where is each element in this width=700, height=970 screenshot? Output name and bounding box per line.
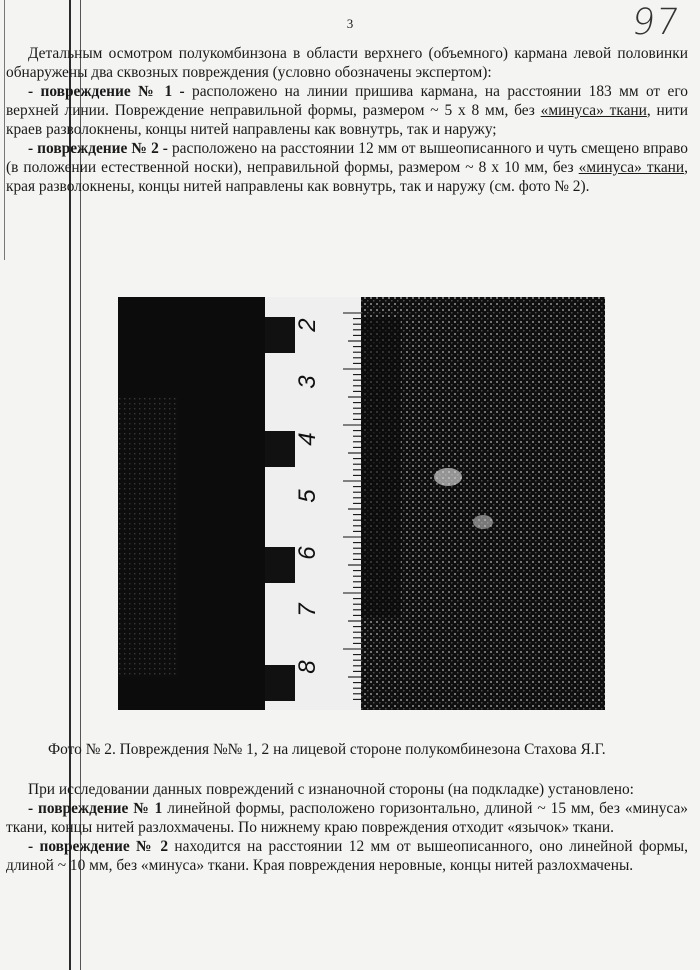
damage-2-text: расположено на расстоянии 12 мм от вышеописанного и чуть смещено вправо (в положении естественной носки), неправильной формы, размером ~ 8 х 10 мм, без: [6, 140, 688, 176]
handwritten-page-number: 97: [629, 2, 683, 43]
damage-2-mark: [473, 515, 493, 529]
ruler-number: 3: [294, 375, 321, 389]
ruler-number: 6: [294, 546, 321, 560]
damage-1-lining-label: - повреждение № 1: [28, 800, 163, 817]
ruler-number: 5: [294, 489, 321, 503]
damage-2-label: - повреждение № 2 -: [28, 140, 168, 157]
damage-1-underlined: «минуса» ткани: [540, 102, 647, 119]
damage-2-text-end: , края разволокнены, концы нитей направлены как вовнутрь, так и наружу (см. фото № 2).: [6, 159, 688, 195]
ruler-number: 2: [294, 318, 321, 332]
damage-2-lining-label: - повреждение № 2: [28, 838, 169, 855]
damage-1-label: - повреждение № 1 -: [28, 83, 185, 100]
damage-1-text-end: , нити краев разволокнены, концы нитей направлены как вовнутрь, так и наружу;: [6, 102, 688, 138]
damage-photo: [118, 297, 605, 710]
text-block-bottom: [6, 780, 688, 875]
ruler-number: 7: [294, 603, 321, 617]
page-number: 3: [346, 16, 354, 31]
damage-2-lining: [6, 837, 688, 875]
text-block-top: [6, 44, 688, 196]
lining-paragraph: При исследовании данных повреждений с изнаночной стороны (на подкладке) установлено:: [28, 781, 634, 798]
damage-1-lining-text: линейной формы, расположено горизонтально, длиной ~ 15 мм, без «минуса» ткани, концы нитей разлохмачены. По нижнему краю повреждения отходит «язычок» ткани.: [6, 800, 688, 836]
damage-1-front: [6, 82, 688, 139]
fabric-left-texture: [118, 397, 178, 677]
damage-2-front: [6, 139, 688, 196]
damage-2-lining-text: находится на расстоянии 12 мм от вышеописанного, оно линейной формы, длиной ~ 10 мм, без «минуса» ткани. Края повреждения неровные, концы нитей разлохмачены.: [6, 838, 688, 874]
intro-paragraph: Детальным осмотром полукомбинзона в области верхнего (объемного) кармана левой половинки обнаружены два сквозных повреждения (условно обозначены экспертом):: [6, 45, 688, 81]
damage-1-text: расположено на линии пришива кармана, на расстоянии 183 мм от его верхней линии. Повреждение неправильной формы, размером ~ 5 х 8 мм, без: [6, 83, 688, 119]
ruler-number: 8: [294, 660, 321, 674]
scan-edge-line: [4, 0, 5, 260]
damage-2-underlined: «минуса» ткани: [578, 159, 685, 176]
damage-1-lining: [6, 799, 688, 837]
ruler-number: 4: [294, 432, 321, 446]
damage-1-mark: [434, 468, 462, 486]
photo-caption: Фото № 2. Повреждения №№ 1, 2 на лицевой стороне полукомбинезона Стахова Я.Г.: [48, 741, 606, 758]
